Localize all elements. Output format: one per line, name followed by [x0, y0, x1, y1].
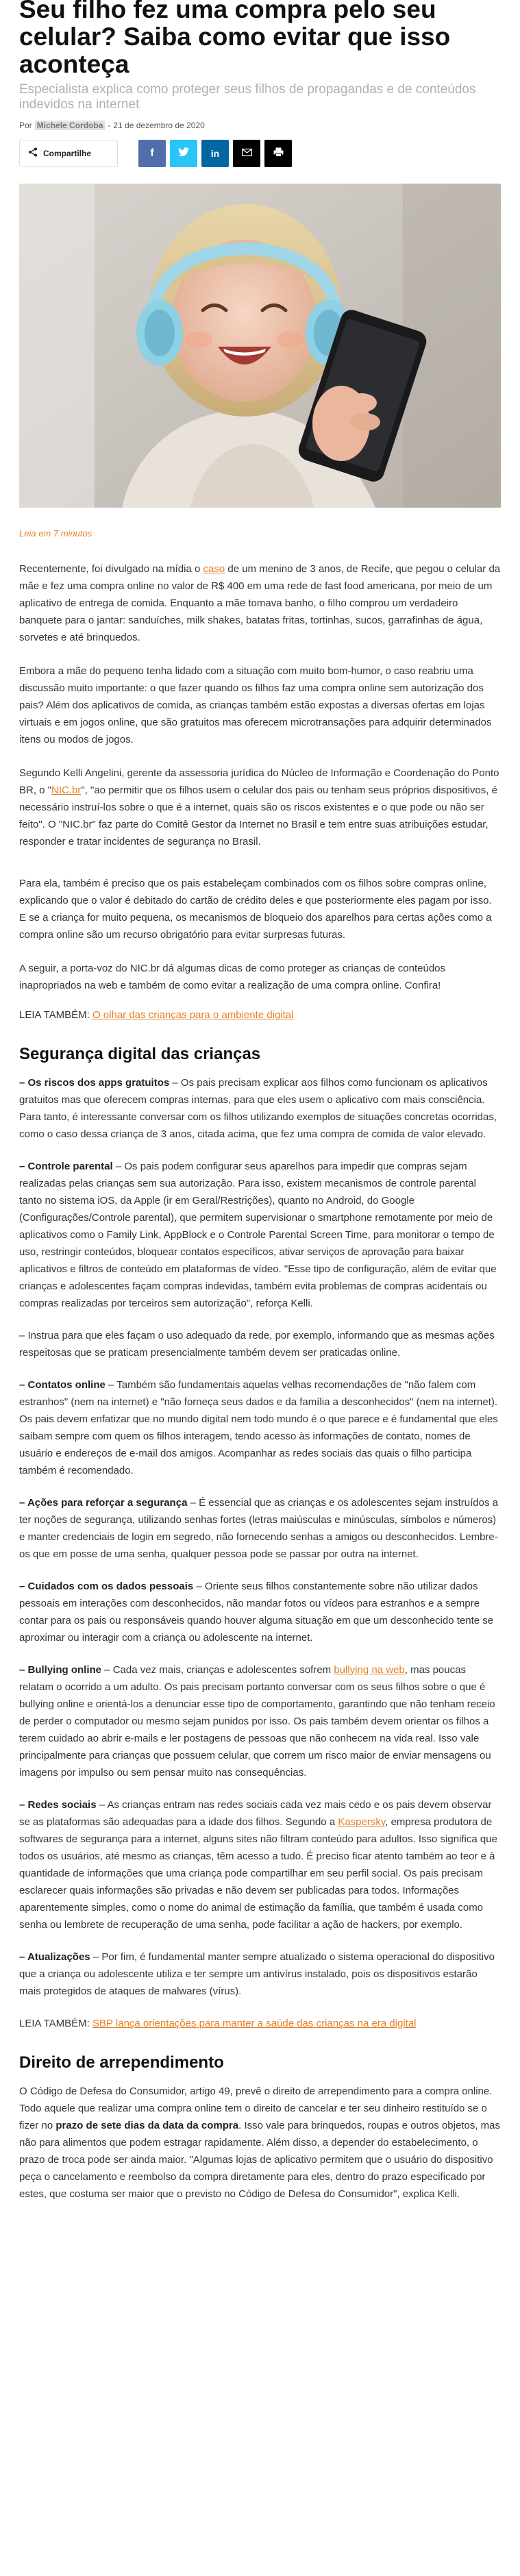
tip-heading: – Controle parental: [19, 1161, 113, 1172]
caso-link[interactable]: caso: [203, 563, 225, 575]
tip-text: – Oriente seus filhos constantemente sobre não utilizar dados pessoais em interações com desconhecidos, não mandar fotos ou vídeos para estranhos e a sempre contar para os pais ou responsáveis quando houver alguma situação em que um desconhecido tente se aproximar ou interagir com a criança ou adolescente na internet.: [19, 1581, 494, 1644]
paragraph-text: de um menino de 3 anos, de Recife, que pegou o celular da mãe e fez uma compra online no valor de R$ 400 em uma rede de fast food americana, por meio de um aplicativo de entrega de comida. Enquanto a mãe tomava banho, o filho comprou um verdadeiro banquete para o jantar: sanduíches, milk shakes, batatas fritas, tortinhas, sucos, garrafinhas de água, sorvetes e até brinquedos.: [19, 563, 501, 643]
tip-heading: – Ações para reforçar a segurança: [19, 1497, 188, 1509]
print-button[interactable]: [264, 140, 292, 167]
hero-image-illustration: [19, 184, 501, 508]
email-share-button[interactable]: [233, 140, 260, 167]
paragraph-direito: [19, 2083, 501, 2203]
tip-text: , mas poucas relatam o ocorrido a um adulto. Os pais precisam portanto conversar com os seus filhos sobre o que é bullying online e orientá-los a denunciar esse tipo de comportamento, garantindo que não tenham receio de perder o computador ou mesmo sejam punidos por isso. Os pais também devem orientar os filhos a terem cuidado ao abrir e-mails e ler postagens de pessoas que não conhecem na vida real. Isso vale principalmente para crianças que possuem celular, que correm um risco maior de enviar mensagens ou imagens por impulso ou sem pensar muito nas consequências.: [19, 1664, 495, 1779]
linkedin-share-button[interactable]: [201, 140, 229, 167]
author-link[interactable]: Michele Cordoba: [35, 121, 106, 130]
share-label: Compartilhe: [43, 149, 92, 158]
section-heading-direito: Direito de arrependimento: [19, 2053, 224, 2072]
tip-text: – Por fim, é fundamental manter sempre atualizado o sistema operacional do dispositivo que a criança ou adolescente utiliza e ter sempre um antivírus instalado, pois os dispositivos estarão mais protegidos de ataques de malwares (vírus).: [19, 1951, 495, 1997]
paragraph-5: A seguir, a porta-voz do NIC.br dá algumas dicas de como proteger as crianças de conteúdos inapropriados na web e também de como evitar a realização de uma compra online. Confira!: [19, 963, 446, 991]
kaspersky-link[interactable]: Kaspersky: [338, 1816, 386, 1828]
meta-separator: -: [108, 121, 111, 130]
email-icon: [242, 147, 252, 160]
facebook-share-button[interactable]: [138, 140, 166, 167]
print-icon: [273, 147, 284, 160]
facebook-icon: f: [150, 147, 154, 159]
tip-heading: – Cuidados com os dados pessoais: [19, 1581, 194, 1592]
tip-heading: – Os riscos dos apps gratuitos: [19, 1077, 170, 1089]
paragraph-text: . Isso vale para brinquedos, roupas e outros objetos, mas não para alimentos que podem estragar rapidamente. Além disso, a depender do estabelecimento, o prazo de troca pode ser ainda maior. "Algumas lojas de aplicativo permitem que o usuário do dispositivo peça o cancelamento e reembolso da compra diretamente para eles, dentro do prazo especificado por estes, que costuma ser maior que o previsto no Código de Defesa do Consumidor", explica Kelli.: [19, 2120, 501, 2200]
hero-image: [19, 184, 501, 508]
tip-heading: – Bullying online: [19, 1664, 102, 1676]
paragraph-4: Para ela, também é preciso que os pais estabeleçam combinados com os filhos sobre compras online, explicando que o valor é debitado do cartão de crédito deles e que posteriormente eles pagam por isso. E se a criança for muito pequena, os mecanismos de bloqueio dos aparelhos para certas ações como a compra online são um recurso obrigatório para evitar surpresas futuras.: [19, 878, 492, 941]
section-heading-seguranca: Segurança digital das crianças: [19, 1045, 261, 1063]
paragraph-text: ", "ao permitir que os filhos usem o celular dos pais ou tenham seus próprios dispositivos, é necessário instruí-los sobre o que é a internet, quais são os riscos existentes e o que pode ou não ser feito". O "NIC.br" faz parte do Comitê Gestor da Internet no Brasil e tem entre suas atribuições estudar, responder e tratar incidentes de segurança no Brasil.: [19, 784, 497, 847]
tip-bullying-online: [19, 1661, 501, 1781]
tip-dados-pessoais: [19, 1578, 501, 1646]
tip-text: – Os pais precisam explicar aos filhos como funcionam os aplicativos gratuitos mas que oferecem compras internas, para que eles usem o aplicativo com mais consciência. Para tanto, é interessante conversar com os filhos utilizando exemplos de situações concretas ocorridas, como o caso dessa criança de 3 anos, citada acima, que fez uma compra de comida de valor elevado.: [19, 1077, 497, 1140]
leia-tambem-2: [19, 2015, 501, 2032]
tip-redes-sociais: [19, 1796, 501, 1933]
twitter-share-button[interactable]: [170, 140, 197, 167]
share-bar: [19, 140, 501, 167]
tip-acoes-seguranca: [19, 1494, 501, 1563]
paragraph-3: [19, 765, 501, 850]
tip-text: – Cada vez mais, crianças e adolescentes sofrem: [101, 1664, 334, 1676]
nic-br-link[interactable]: NIC.br: [51, 784, 82, 796]
paragraph-1: [19, 560, 501, 646]
tip-heading: – Atualizações: [19, 1951, 90, 1963]
article-title: Seu filho fez uma compra pelo seu celular? Saiba como evitar que isso aconteça: [19, 0, 451, 78]
article-subtitle: Especialista explica como proteger seus filhos de propagandas e de conteúdos indevidos na internet: [19, 82, 476, 112]
paragraph-text: Recentemente, foi divulgado na mídia o: [19, 563, 203, 575]
leia-tambem-1: [19, 1006, 501, 1024]
read-time: Leia em 7 minutos: [19, 528, 92, 538]
tip-apps-gratuitos: [19, 1074, 501, 1143]
paragraph-text: O Código de Defesa do Consumidor, artigo 49, prevê o direito de arrependimento para a compra online. Todo aquele que realizar uma compra online tem o direito de cancelar e ter seu dinheiro restituído se o fizer no: [19, 2085, 493, 2131]
leia-label: LEIA TAMBÉM:: [19, 2018, 92, 2029]
tip-atualizacoes: [19, 1948, 501, 2000]
tip-text: , empresa produtora de softwares de segurança para a internet, alguns sites não filtram conteúdo para adultos. Isso significa que todos os usuários, até mesmo as crianças, têm acesso a tudo. É preciso ficar atento também ao teor e à quantidade de informações que uma criança pode compartilhar em seu perfil social. Os pais precisam esclarecer quais informações são privadas e não devem ser publicadas para todos. Informações aparentemente simples, como o nome do animal de estimação da família, que também é usada como senha ou lembrete de recuperação de uma senha, pode facilitar a ação de hackers, por exemplo.: [19, 1816, 497, 1931]
leia-tambem-link-2[interactable]: SBP lança orientações para manter a saúde das crianças na era digital: [92, 2018, 417, 2029]
highlight-text: prazo de sete dias da data da compra: [55, 2120, 239, 2131]
tip-uso-adequado: – Instrua para que eles façam o uso adequado da rede, por exemplo, informando que as mesmas ações respeitosas que se praticam presencialmente também devem ser praticadas online.: [19, 1330, 495, 1359]
share-button[interactable]: [19, 140, 118, 167]
tip-contatos-online: [19, 1376, 501, 1479]
leia-tambem-link-1[interactable]: O olhar das crianças para o ambiente digital: [92, 1009, 294, 1021]
tip-controle-parental: [19, 1158, 501, 1312]
tip-text: – Também são fundamentais aquelas velhas recomendações de "não falem com estranhos" (nem na internet) e "não forneça seus dados e da família a desconhecidos" (nem na internet). Os pais devem enfatizar que no mundo digital nem todo mundo é o que parece e é fundamental que eles saibam sempre com quem os filhos interagem, tendo acesso às informações de contato, nomes de usuário e endereços de e-mail dos amigos. Acompanhar as redes sociais das quais o filho participa também é recomendado.: [19, 1379, 498, 1476]
tip-text: – É essencial que as crianças e os adolescentes sejam instruídos a ter noções de segurança, utilizando senhas fortes (letras maiúsculas e minúsculas, símbolos e números) e manter credenciais de login em segredo, não fornecendo senhas a amigos ou desconhecidos. Lembre-os que em posse de uma senha, qualquer pessoa pode se passar por outra na internet.: [19, 1497, 498, 1560]
twitter-icon: [178, 147, 189, 160]
paragraph-text: Segundo Kelli Angelini, gerente da assessoria jurídica do Núcleo de Informação e Coordenação do Ponto BR, o ": [19, 767, 499, 796]
article-meta: [19, 121, 501, 130]
tip-heading: – Redes sociais: [19, 1799, 97, 1811]
linkedin-icon: in: [210, 148, 220, 159]
tip-heading: – Contatos online: [19, 1379, 106, 1391]
bullying-link[interactable]: bullying na web: [334, 1664, 405, 1676]
tip-text: – As crianças entram nas redes sociais cada vez mais cedo e os pais devem observar se as plataformas são adequadas para a idade dos filhos. Segundo a: [19, 1799, 492, 1828]
by-label: Por: [19, 121, 32, 130]
paragraph-2: Embora a mãe do pequeno tenha lidado com a situação com muito bom-humor, o caso reabriu uma discussão muito importante: o que fazer quando os filhos faz uma compra online sem autorização dos pais? Além dos aplicativos de comida, as crianças também estão expostas a diversas ofertas em lojas virtuais e em jogos online, que são gratuitos mas oferecem microtransações para adquirir determinados itens ou modos de jogos.: [19, 665, 492, 745]
leia-label: LEIA TAMBÉM:: [19, 1009, 92, 1021]
publish-date: 21 de dezembro de 2020: [113, 121, 205, 130]
share-icon: [28, 147, 38, 160]
tip-text: – Os pais podem configurar seus aparelhos para impedir que compras sejam realizadas pelas crianças sem sua autorização. Para isso, existem mecanismos de controle parental tanto no sistema iOS, da Apple (ir em Geral/Restrições), quanto no Android, do Google (Configurações/Controle parental), que permitem supervisionar o smartphone remotamente por meio de aplicativos como o Family Link, AppBlock e o Controle Parental Screen Time, para monitorar o tempo de uso, restringir conteúdos, bloquear contatos específicos, ativar serviços de aprovação para baixar aplicativos e filtros de conteúdo em plataformas de vídeo. "Esse tipo de configuração, além de evitar que crianças e adolescentes façam compras indevidas, também evita problemas de compras acidentais ou compras realizadas por terceiros sem autorização", reforça Kelli.: [19, 1161, 497, 1309]
